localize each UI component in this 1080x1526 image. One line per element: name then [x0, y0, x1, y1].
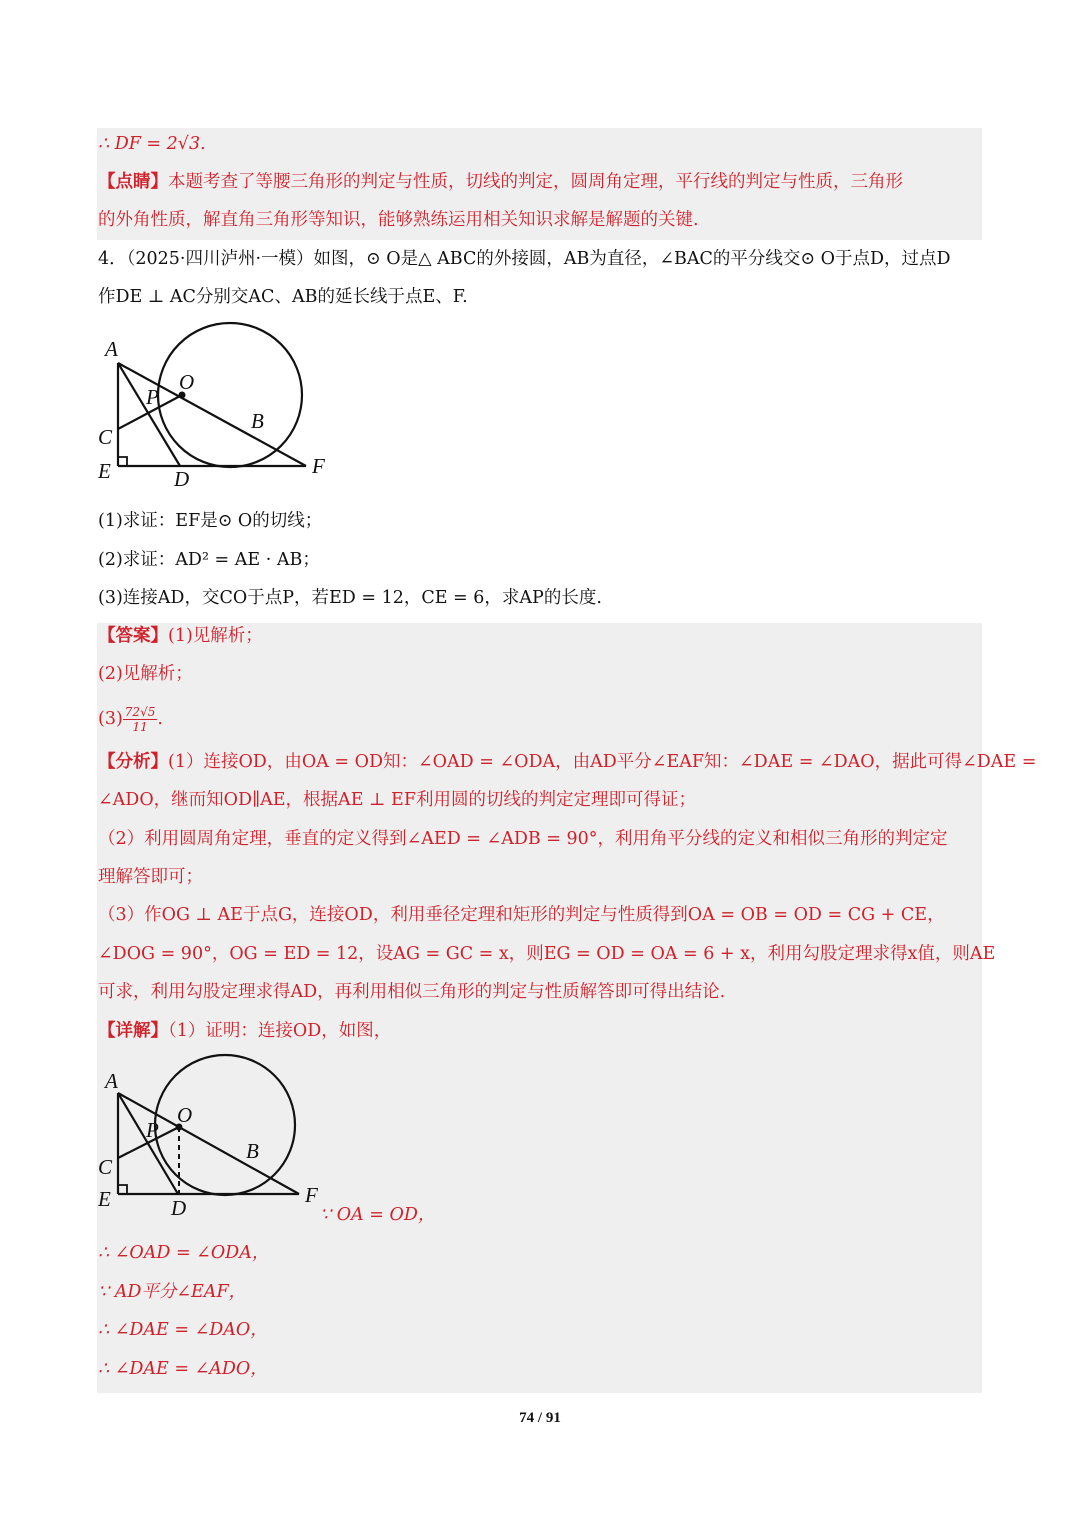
right-angle-mark-2	[118, 1185, 127, 1194]
label-f-2: F	[305, 1183, 318, 1207]
analysis-line-3: （2）利用圆周角定理，垂直的定义得到∠AED = ∠ADB = 90°，利用角平分线的定义和相似三角形的判定定	[98, 829, 948, 849]
detail-step-5: ∴ ∠DAE = ∠ADO，	[98, 1359, 268, 1379]
analysis-line-2: ∠ADO，继而知OD∥AE，根据AE ⊥ EF利用圆的切线的判定定理即可得证；	[98, 790, 696, 810]
label-e-2: E	[98, 1187, 111, 1211]
analysis-line-7: 可求，利用勾股定理求得AD，再利用相似三角形的判定与性质解答即可得出结论.	[98, 982, 726, 1002]
answer-3-fraction	[123, 705, 158, 734]
detail-step-3: ∵ AD平分∠EAF，	[98, 1282, 247, 1302]
right-angle-mark	[118, 457, 127, 466]
comment-tag: 【点睛】	[98, 172, 168, 192]
label-d: D	[174, 467, 190, 491]
answer-2: (2)见解析；	[98, 664, 193, 684]
comment-line-2: 的外角性质，解直角三角形等知识，能够熟练运用相关知识求解是解题的关键.	[98, 210, 699, 230]
label-c: C	[98, 425, 113, 449]
problem-line-1: 4．（2025·四川泸州·一模）如图，⊙ O是△ ABC的外接圆，AB为直径，∠BAC的平分线交⊙ O于点D，过点D	[98, 249, 951, 269]
detail-line-1	[98, 1012, 982, 1050]
comment-line-1	[98, 163, 982, 201]
detail-intro: （1）证明：连接OD，如图，	[168, 1021, 392, 1041]
df-result: ∴ DF = 2√3.	[98, 134, 206, 154]
detail-step-4: ∴ ∠DAE = ∠DAO，	[98, 1320, 268, 1340]
analysis-line-6: ∠DOG = 90°，OG = ED = 12，设AG = GC = x，则EG = OD = OA = 6 + x，利用勾股定理求得x值，则AE	[98, 944, 996, 964]
analysis-text-1: (1）连接OD，由OA = OD知：∠OAD = ∠ODA，由AD平分∠EAF知：∠DAE = ∠DAO，据此可得∠DAE =	[168, 752, 1037, 772]
label-o: O	[179, 370, 195, 394]
detail-step-1: ∵ OA = OD，	[320, 1205, 436, 1225]
answer-3-denominator: 11	[132, 720, 148, 734]
answer-line-3	[98, 700, 982, 738]
analysis-line-5: （3）作OG ⊥ AE于点G，连接OD，利用垂径定理和矩形的判定与性质得到OA = OB = OD = CG + CE，	[98, 905, 945, 925]
label-p: P	[146, 385, 159, 409]
label-b-2: B	[246, 1139, 259, 1163]
question-3: (3)连接AD，交CO于点P，若ED = 12，CE = 6，求AP的长度.	[98, 588, 602, 608]
comment-text-1: 本题考查了等腰三角形的判定与性质，切线的判定，圆周角定理，平行线的判定与性质，三角形	[168, 172, 903, 192]
label-e: E	[98, 459, 111, 483]
label-c-2: C	[98, 1155, 113, 1179]
page-number: 74 / 91	[519, 1410, 561, 1426]
label-a-2: A	[105, 1069, 118, 1093]
answer-3-suffix: .	[157, 709, 163, 729]
answer-3-numerator: 72√5	[124, 705, 156, 719]
answer-3-prefix: (3)	[98, 709, 123, 729]
question-1: (1)求证：EF是⊙ O的切线；	[98, 511, 323, 531]
detail-tag: 【详解】	[98, 1021, 168, 1041]
geometry-figure-2	[94, 1050, 334, 1222]
question-2: (2)求证：AD² = AE · AB；	[98, 550, 320, 570]
analysis-line-1	[98, 743, 1037, 781]
answer-line-1	[98, 617, 982, 655]
answer-tag: 【答案】	[98, 626, 168, 646]
segment-ad	[118, 363, 180, 466]
label-p-2: P	[146, 1118, 159, 1142]
label-d-2: D	[171, 1196, 187, 1220]
analysis-line-4: 理解答即可；	[98, 867, 203, 887]
label-o-2: O	[177, 1103, 193, 1127]
problem-line-2: 作DE ⊥ AC分别交AC、AB的延长线于点E、F.	[98, 287, 468, 307]
label-a: A	[105, 337, 118, 361]
label-b: B	[251, 409, 264, 433]
label-f: F	[312, 454, 325, 478]
analysis-tag: 【分析】	[98, 752, 168, 772]
geometry-figure-1	[94, 318, 344, 493]
answer-1: (1)见解析；	[168, 626, 263, 646]
detail-step-2: ∴ ∠OAD = ∠ODA，	[98, 1243, 270, 1263]
